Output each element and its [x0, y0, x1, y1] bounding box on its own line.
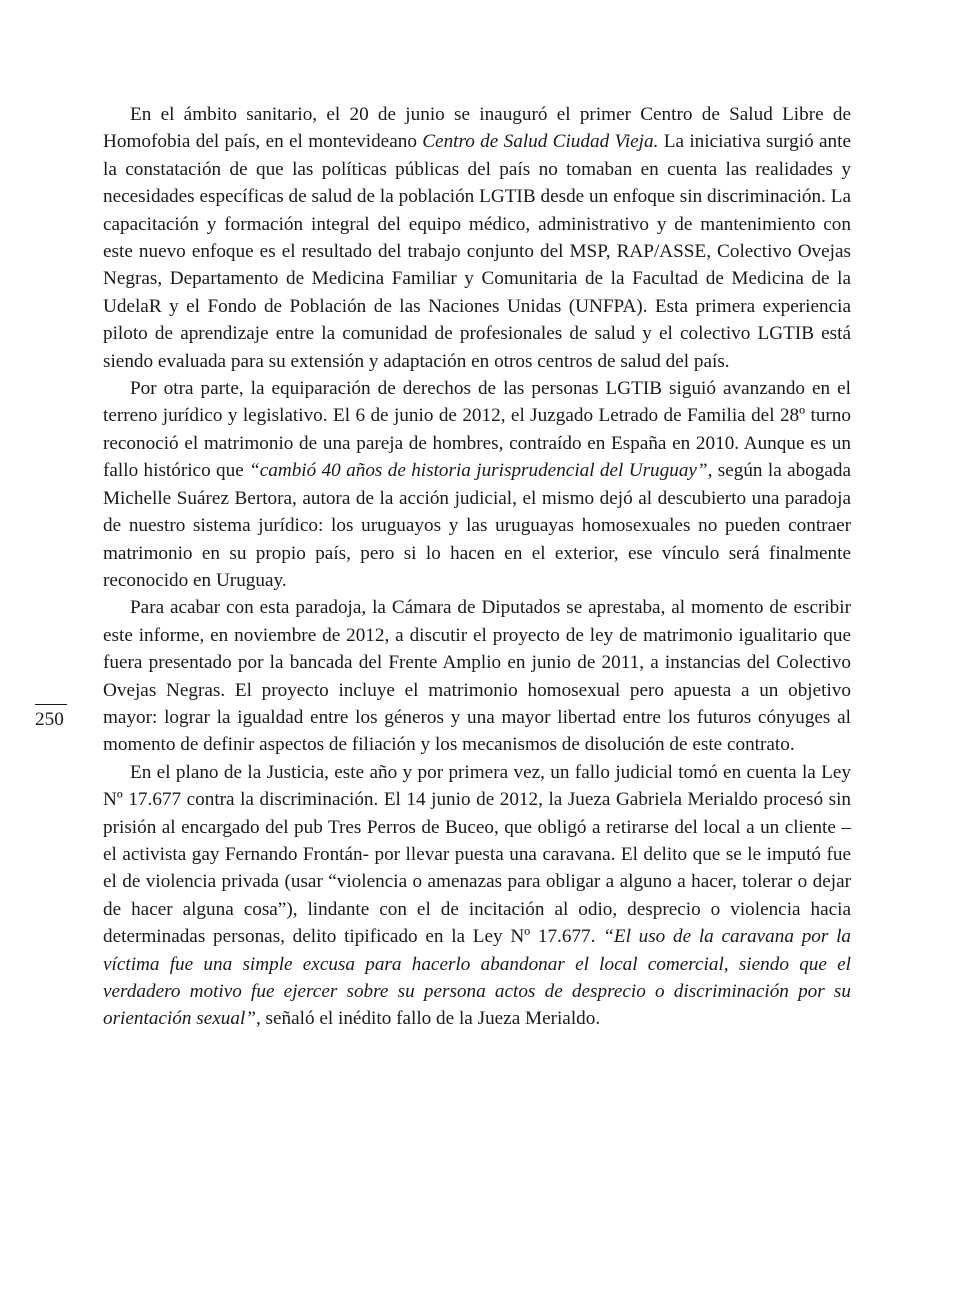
page-number-rule — [35, 704, 67, 705]
paragraph-1-text-cont: La iniciativa surgió ante la constatación de que las políticas públicas del país no tomaban en cuenta las realidades y necesidades específicas de salud de la población LGTIB desde un enfoque sin discriminación. La capacitación y formación integral del equipo médico, administrativo y de mantenimiento con este nuevo enfoque es el resultado del trabajo conjunto del MSP, RAP/ASSE, Colectivo Ovejas Negras, Departamento de Medicina Familiar y Comunitaria de la Facultad de Medicina de la UdelaR y el Fondo de Población de las Naciones Unidas (UNFPA). Esta primera experiencia piloto de aprendizaje entre la comunidad de profesionales de salud y el colectivo LGTIB está siendo evaluada para su extensión y adaptación en otros centros de salud del país. — [103, 131, 851, 372]
paragraph-2-italic-quote: “cambió 40 años de historia jurisprudencial del Uruguay” — [249, 460, 708, 482]
paragraph-1 — [103, 101, 851, 375]
paragraph-2-text: Por otra parte, la equiparación de derechos de las personas LGTIB siguió avanzando en el terreno jurídico y legislativo. El 6 de junio de 2012, el Juzgado Letrado de Familia del 28º turno reconoció el matrimonio de una pareja de hombres, contraído en España en 2010. Aunque es un fallo histórico que — [103, 378, 851, 482]
paragraph-1-text: En el ámbito sanitario, el 20 de junio se inauguró el primer Centro de Salud Libre de Homofobia del país, en el montevideano — [103, 104, 851, 153]
page-number: 250 — [35, 709, 64, 730]
paragraph-2-text-cont: , según la abogada Michelle Suárez Bertora, autora de la acción judicial, el mismo dejó al descubierto una paradoja de nuestro sistema jurídico: los uruguayos y las uruguayas homosexuales no pueden contraer matrimonio en su propio país, pero si lo hacen en el exterior, ese vínculo será finalmente reconocido en Uruguay. — [103, 460, 851, 591]
paragraph-4 — [103, 759, 851, 1033]
paragraph-4-italic-quote: “El uso de la caravana por la víctima fue una simple excusa para hacerlo abandonar el local comercial, siendo que el verdadero motivo fue ejercer sobre su persona actos de desprecio o discriminación por su orientación sexual” — [103, 926, 852, 1030]
paragraph-1-italic-health-center: Centro de Salud Ciudad Vieja. — [422, 131, 659, 153]
paragraph-4-text: En el plano de la Justicia, este año y por primera vez, un fallo judicial tomó en cuenta la Ley Nº 17.677 contra la discriminación. El 14 junio de 2012, la Jueza Gabriela Merialdo procesó sin prisión al encargado del pub Tres Perros de Buceo, que obligó a retirarse del local a un cliente –el activista gay Fernando Frontán- por llevar puesta una caravana. El delito que se le imputó fue el de violencia privada (usar “violencia o amenazas para obligar a alguno a hacer, tolerar o dejar de hacer alguna cosa”), lindante con el de incitación al odio, desprecio o violencia hacia determinadas personas, delito tipificado en la Ley Nº 17.677. — [103, 761, 851, 948]
paragraph-3-text: Para acabar con esta paradoja, la Cámara de Diputados se aprestaba, al momento de escribir este informe, en noviembre de 2012, a discutir el proyecto de ley de matrimonio igualitario que fuera presentado por la bancada del Frente Amplio en junio de 2011, a instancias del Colectivo Ovejas Negras. El proyecto incluye el matrimonio homosexual pero apuesta a un objetivo mayor: lograr la igualdad entre los géneros y una mayor libertad entre los futuros cónyuges al momento de definir aspectos de filiación y los mecanismos de disolución de este contrato. — [103, 597, 851, 756]
paragraph-3 — [103, 594, 851, 758]
paragraph-4-text-cont: , señaló el inédito fallo de la Jueza Merialdo. — [255, 1008, 601, 1030]
body-text — [103, 101, 851, 1033]
paragraph-2 — [103, 375, 851, 594]
